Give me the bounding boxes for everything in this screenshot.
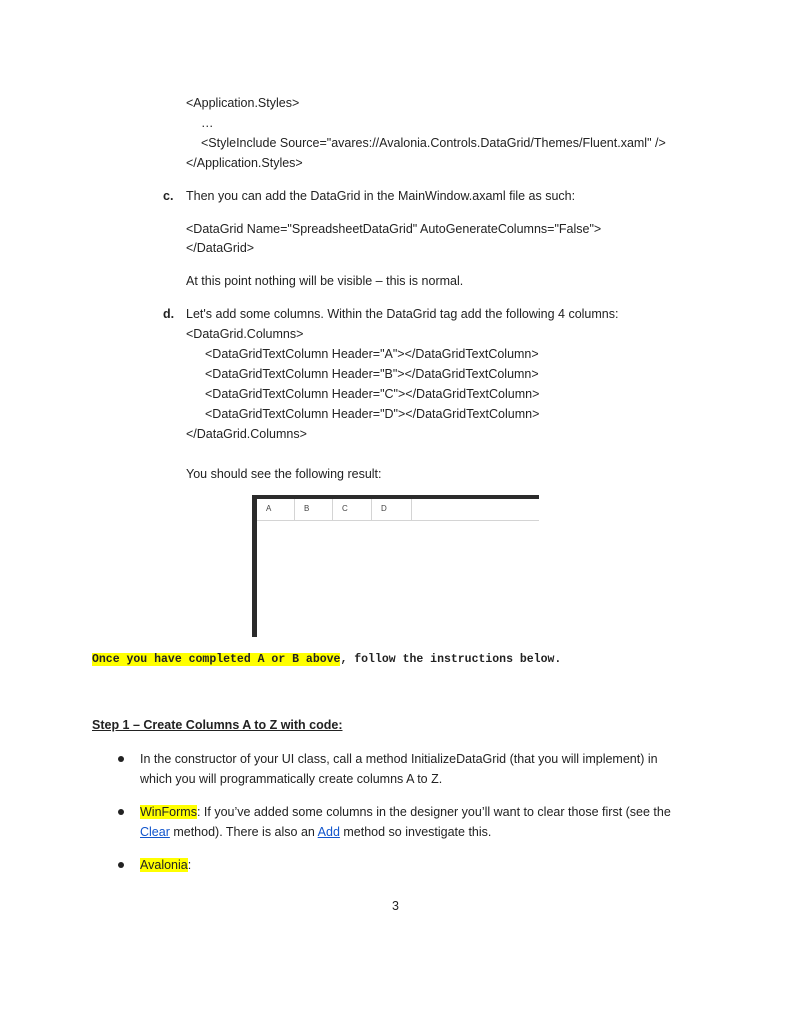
instruction-rest: , follow the instructions below. <box>340 653 562 666</box>
item-d-label: d. <box>163 307 175 321</box>
item-c-label: c. <box>163 189 174 203</box>
bullet-dot-2 <box>118 809 124 815</box>
bullet2-line2 <box>140 824 491 840</box>
grid-header-b: B <box>295 499 333 520</box>
code-application-styles-close: </Application.Styles> <box>186 156 303 170</box>
code-application-styles-open: <Application.Styles> <box>186 96 300 110</box>
item-c-text: Then you can add the DataGrid in the MainWindow.axaml file as such: <box>186 189 576 203</box>
code-style-include: <StyleInclude Source="avares://Avalonia.Controls.DataGrid/Themes/Fluent.xaml" /> <box>201 136 666 150</box>
datagrid-preview <box>252 495 539 637</box>
code-datagrid-close: </DataGrid> <box>186 241 255 255</box>
code-column-a: <DataGridTextColumn Header="A"></DataGridTextColumn> <box>205 347 539 361</box>
grid-header-c: C <box>333 499 372 520</box>
avalonia-highlight: Avalonia <box>140 858 188 872</box>
grid-header-a: A <box>257 499 295 520</box>
bullet1-line2: which you will programmatically create columns A to Z. <box>140 772 443 786</box>
bullet2-end: method so investigate this. <box>339 825 492 839</box>
bullet2-mid: method). There is also an <box>169 825 318 839</box>
bullet-dot-3 <box>118 862 124 868</box>
instruction-highlight: Once you have completed A or B above <box>92 653 341 666</box>
bullet3-line <box>140 857 191 873</box>
bullet-dot-1 <box>118 756 124 762</box>
bullet2-line1 <box>140 804 671 820</box>
page-number: 3 <box>392 899 399 913</box>
grid-header-row <box>257 499 539 521</box>
bullet2-line1-rest: : If you’ve added some columns in the designer you’ll want to clear those first (see the <box>196 805 671 819</box>
clear-method-link[interactable]: Clear <box>140 825 170 839</box>
result-text: You should see the following result: <box>186 467 382 481</box>
code-column-b: <DataGridTextColumn Header="B"></DataGridTextColumn> <box>205 367 539 381</box>
code-column-c: <DataGridTextColumn Header="C"></DataGridTextColumn> <box>205 387 540 401</box>
bullet1-line1: In the constructor of your UI class, call a method InitializeDataGrid (that you will implement) in <box>140 752 658 766</box>
code-column-d: <DataGridTextColumn Header="D"></DataGridTextColumn> <box>205 407 540 421</box>
winforms-highlight: WinForms <box>140 805 197 819</box>
item-d-text: Let's add some columns. Within the DataGrid tag add the following 4 columns: <box>186 307 619 321</box>
instruction-line <box>92 652 561 668</box>
step1-title: Step 1 – Create Columns A to Z with code: <box>92 718 343 732</box>
code-datagrid-open: <DataGrid Name="SpreadsheetDataGrid" AutoGenerateColumns="False"> <box>186 222 602 236</box>
code-ellipsis: … <box>201 116 214 130</box>
add-method-link[interactable]: Add <box>317 825 340 839</box>
code-columns-open: <DataGrid.Columns> <box>186 327 304 341</box>
code-columns-close: </DataGrid.Columns> <box>186 427 307 441</box>
grid-header-d: D <box>372 499 412 520</box>
bullet3-colon: : <box>187 858 192 872</box>
item-c-note: At this point nothing will be visible – this is normal. <box>186 274 464 288</box>
